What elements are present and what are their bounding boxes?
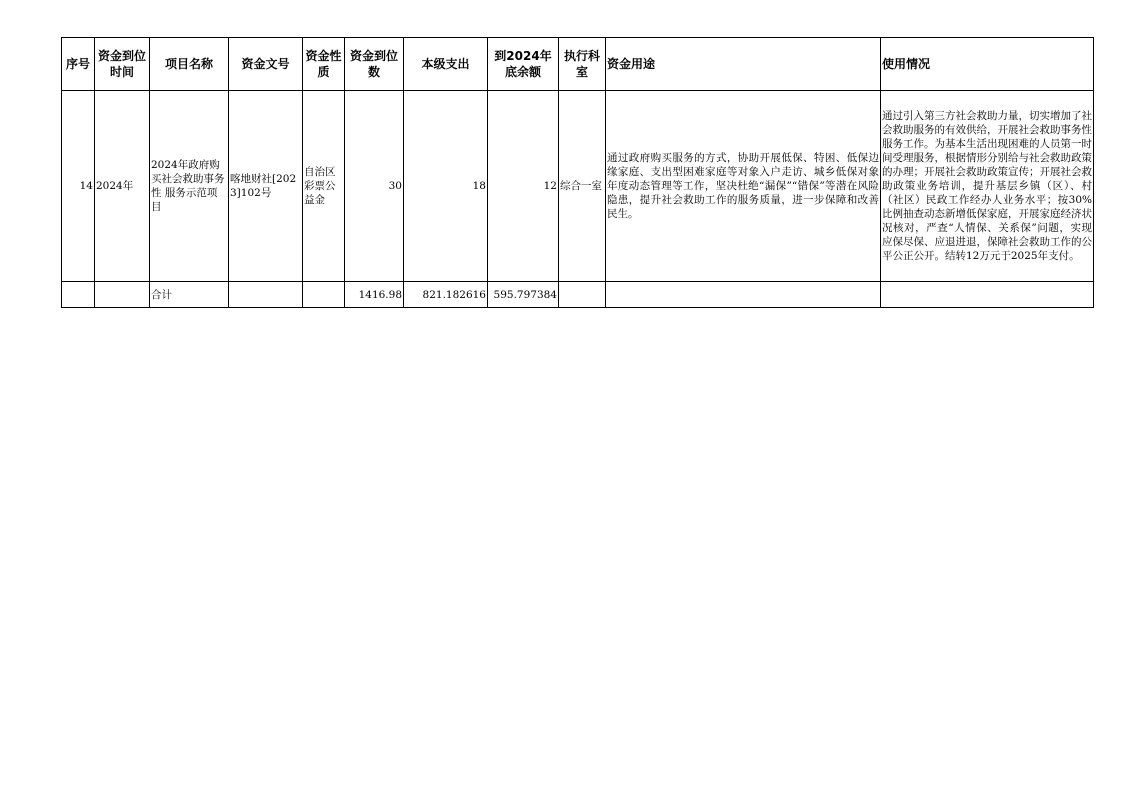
cell-expenditure: 18 (404, 91, 488, 282)
header-arrival-time: 资金到位时间 (95, 38, 150, 91)
header-project-name: 项目名称 (150, 38, 229, 91)
cell-project-name: 2024年政府购买社会救助事务性 服务示范项目 (150, 91, 229, 282)
header-purpose: 资金用途 (606, 38, 881, 91)
cell-usage: 通过引入第三方社会救助力量，切实增加了社会救助服务的有效供给，开展社会救助事务性服务工作。为基本生活出现困难的人员第一时间受理服务，根据情形分别给与社会救助政策的办理；开展社会救助政策宣传；开展社会救助政策业务培训，提升基层乡镇（区）、村（社区）民政工作经办人业务水平；按30%比例抽查动态新增低保家庭，开展家庭经济状况核对，严查“人情保、关系保”问题，实现应保尽保、应退进退，保障社会救助工作的公平公正公开。结转12万元于2025年支付。 (881, 91, 1094, 282)
total-row (62, 282, 1094, 308)
cell-amount-arrived: 30 (345, 91, 404, 282)
cell-doc-no: 喀地财社[2023]102号 (229, 91, 303, 282)
total-expenditure: 821.182616 (404, 282, 488, 308)
header-fund-nature: 资金性质 (303, 38, 345, 91)
table-row (62, 91, 1094, 282)
total-amount-arrived: 1416.98 (345, 282, 404, 308)
total-cell-seq (62, 282, 95, 308)
cell-seq: 14 (62, 91, 95, 282)
header-usage: 使用情况 (881, 38, 1094, 91)
fund-usage-table (61, 37, 1094, 308)
total-label: 合计 (150, 282, 229, 308)
total-cell-dept (559, 282, 606, 308)
header-balance: 到2024年底余额 (488, 38, 559, 91)
total-cell-doc-no (229, 282, 303, 308)
cell-purpose: 通过政府购买服务的方式，协助开展低保、特困、低保边缘家庭、支出型困难家庭等对象入户走访、城乡低保对象年度动态管理等工作，坚决杜绝“漏保”“错保”等潜在风险隐患，提升社会救助工作的服务质量，进一步保障和改善民生。 (606, 91, 881, 282)
cell-balance: 12 (488, 91, 559, 282)
header-row (62, 38, 1094, 91)
total-balance: 595.797384 (488, 282, 559, 308)
total-cell-fund-nature (303, 282, 345, 308)
header-doc-no: 资金文号 (229, 38, 303, 91)
total-cell-usage (881, 282, 1094, 308)
cell-dept: 综合一室 (559, 91, 606, 282)
header-expenditure: 本级支出 (404, 38, 488, 91)
cell-arrival-time: 2024年 (95, 91, 150, 282)
cell-fund-nature: 自治区彩票公益金 (303, 91, 345, 282)
header-amount-arrived: 资金到位数 (345, 38, 404, 91)
total-cell-purpose (606, 282, 881, 308)
header-seq: 序号 (62, 38, 95, 91)
header-dept: 执行科室 (559, 38, 606, 91)
total-cell-arrival-time (95, 282, 150, 308)
